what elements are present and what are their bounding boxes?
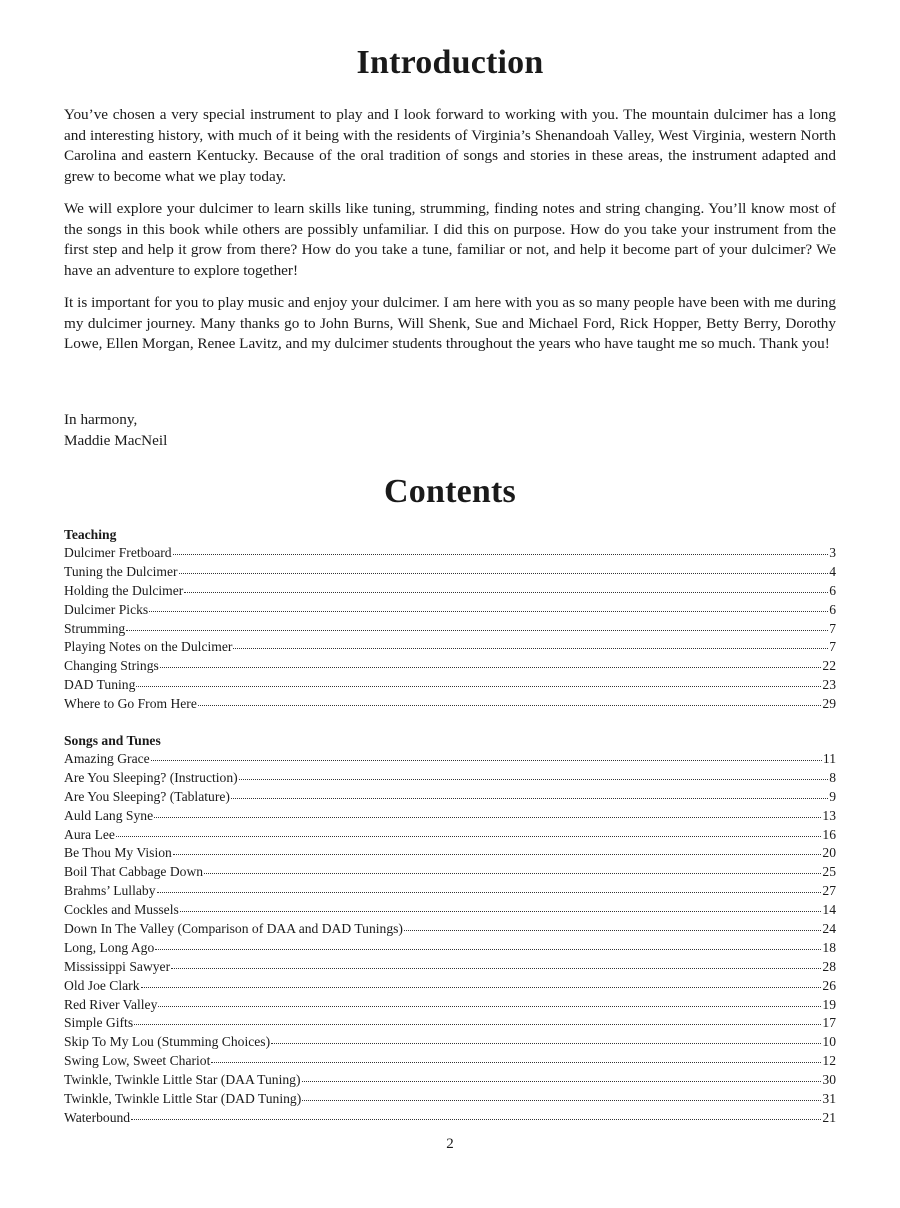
dot-leader [179,561,829,574]
dot-leader [134,1012,821,1025]
toc-entry-title: Waterbound [64,1109,131,1125]
dot-leader [116,824,821,837]
toc-entry-title: Simple Gifts [64,1015,134,1031]
toc-entry-title: Strumming [64,620,126,636]
toc-entry-title: Amazing Grace [64,751,150,767]
dot-leader [231,786,828,799]
dot-leader [154,805,821,818]
toc-entry [64,695,836,714]
intro-paragraph: You’ve chosen a very special instrument to play and I look forward to working with you. The mountain dulcimer has a long and interesting history, with much of it being with the residents of Virginia’s Shenandoah Valley, West Virginia, western North Carolina and eastern Kentucky. Because of the oral tradition of songs and stories in these areas, the instrument adapted and grew to become what we play today. [64,106,836,185]
toc-entry-title: Cockles and Mussels [64,902,179,918]
toc-entry-page: 20 [822,845,836,861]
toc-entry-title: Red River Valley [64,996,158,1012]
toc-entry-title: Brahms’ Lullaby [64,883,156,899]
toc-entry-page: 24 [822,921,836,937]
dot-leader [155,937,821,950]
toc-entry-page: 11 [822,751,836,767]
toc-entry-page: 3 [829,545,836,560]
toc-entry-title: Are You Sleeping? (Tablature) [64,788,230,804]
introduction-title: Introduction [356,44,544,81]
toc-entry-page: 10 [822,1034,836,1050]
toc-entry-page: 21 [822,1109,836,1125]
toc-entry-page: 26 [822,977,836,993]
toc-entry-page: 28 [822,958,836,974]
dot-leader [171,956,821,969]
dot-leader [131,1107,821,1120]
toc-entry-page: 7 [829,639,836,655]
dot-leader [204,861,821,874]
dot-leader [211,1050,821,1063]
dot-leader [184,580,828,593]
contents-title: Contents [384,473,516,510]
dot-leader [151,748,822,761]
toc-section-heading: Songs and Tunes [64,733,161,749]
dot-leader [239,767,829,780]
dot-leader [126,618,828,631]
toc-entry-title: Are You Sleeping? (Instruction) [64,769,238,785]
toc-entry-title: Swing Low, Sweet Chariot [64,1053,211,1069]
toc-entry-page: 16 [822,826,836,842]
toc-entry-title: Auld Lang Syne [64,807,154,823]
toc-entry-title: Old Joe Clark [64,977,140,993]
toc-entry-page: 30 [822,1072,836,1088]
toc-entry-title: Holding the Dulcimer [64,582,184,598]
dot-leader [271,1031,821,1044]
toc-entry-page: 22 [822,658,836,674]
table-of-contents [64,526,836,1128]
toc-entry-page: 23 [822,677,836,693]
author-name: Maddie MacNeil [64,431,168,449]
dot-leader [173,542,829,555]
toc-entry-page: 14 [822,902,836,918]
dot-leader [157,880,822,893]
section-spacer [64,714,836,732]
toc-section-heading: Teaching [64,527,117,542]
toc-entry-title: Boil That Cabbage Down [64,864,204,880]
toc-entry-title: Twinkle, Twinkle Little Star (DAA Tuning) [64,1072,301,1088]
toc-entry-page: 19 [822,996,836,1012]
signature-block [64,410,167,451]
toc-entry-title: Mississippi Sawyer [64,958,171,974]
toc-entry [64,1109,836,1128]
dot-leader [198,693,822,706]
dot-leader [404,918,821,931]
toc-entry-title: Dulcimer Picks [64,601,149,617]
toc-entry-page: 4 [829,563,836,579]
toc-entry-title: Twinkle, Twinkle Little Star (DAD Tuning) [64,1091,302,1107]
toc-entry-page: 13 [822,807,836,823]
toc-entry-page: 31 [822,1091,836,1107]
toc-entry-page: 6 [829,601,836,617]
toc-entry-title: Changing Strings [64,658,159,674]
toc-entry-title: Down In The Valley (Comparison of DAA and DAD Tunings) [64,921,403,937]
introduction-body [64,105,836,367]
toc-entry-page: 25 [822,864,836,880]
dot-leader [180,899,822,912]
toc-entry-title: Be Thou My Vision [64,845,172,861]
toc-entry-title: Long, Long Ago [64,939,155,955]
toc-entry-page: 8 [829,769,836,785]
dot-leader [233,636,828,649]
toc-entry-title: Aura Lee [64,826,115,842]
dot-leader [158,994,821,1007]
toc-entry-page: 6 [829,582,836,598]
dot-leader [141,975,822,988]
dot-leader [302,1069,822,1082]
toc-entry-title: Playing Notes on the Dulcimer [64,639,233,655]
toc-entry-title: Tuning the Dulcimer [64,563,178,579]
dot-leader [160,655,822,668]
page-number: 2 [446,1136,454,1152]
dot-leader [173,842,822,855]
toc-entry-title: Skip To My Lou (Stumming Choices) [64,1034,271,1050]
toc-entry-title: Dulcimer Fretboard [64,545,172,560]
toc-entry-page: 7 [829,620,836,636]
toc-entry-page: 17 [822,1015,836,1031]
toc-entry-page: 18 [822,939,836,955]
dot-leader [136,674,821,687]
closing-text: In harmony, [64,411,138,428]
dot-leader [302,1088,821,1101]
toc-entry-title: DAD Tuning [64,677,136,693]
intro-paragraph: We will explore your dulcimer to learn skills like tuning, strumming, finding notes and string changing. You’ll know most of the songs in this book while others are possibly unfamiliar. I did this on purpose. How do you take your instrument from the first step and help it grow from there? How do you take a tune, familiar or not, and help it become part of your dulcimer? We have an adventure to explore together! [64,200,836,279]
toc-entry-page: 9 [829,788,836,804]
toc-entry-page: 27 [822,883,836,899]
toc-entry-title: Where to Go From Here [64,696,197,712]
intro-paragraph: It is important for you to play music and enjoy your dulcimer. I am here with you as so many people have been with me during my dulcimer journey. Many thanks go to John Burns, Will Shenk, Sue and Michael Ford, Rick Hopper, Betty Berry, Dorothy Lowe, Ellen Morgan, Renee Lavitz, and my dulcimer students throughout the years who have taught me so much. Thank you! [64,294,836,352]
toc-entry-page: 29 [822,696,836,712]
toc-entry-page: 12 [822,1053,836,1069]
dot-leader [149,599,828,612]
